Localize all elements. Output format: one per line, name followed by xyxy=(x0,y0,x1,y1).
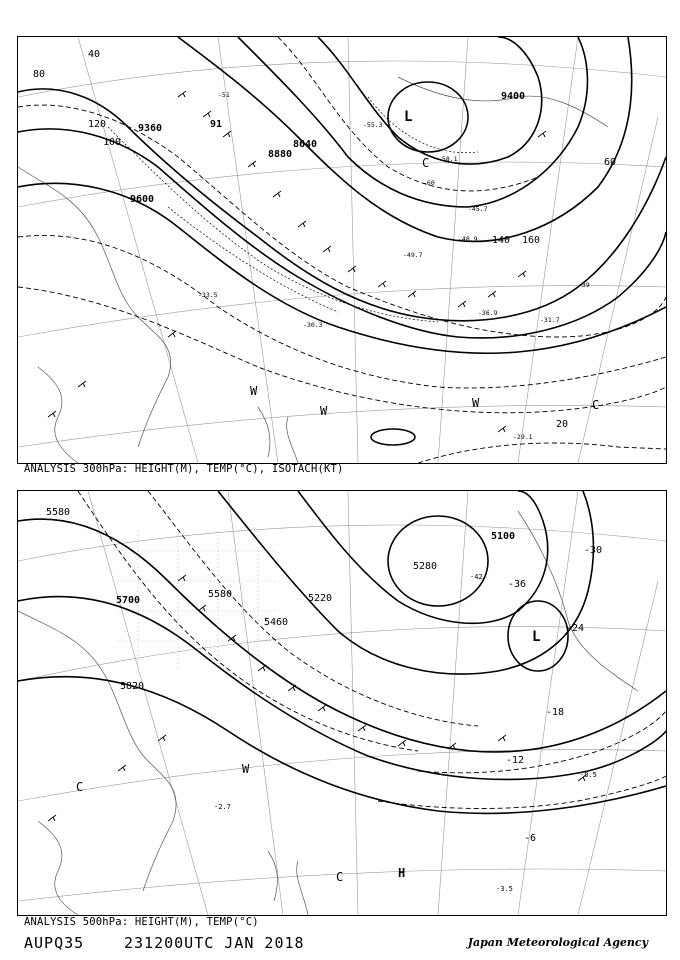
temp-label: -36.9 xyxy=(478,309,498,317)
temp-label: -45.7 xyxy=(468,205,488,213)
temp-label: -60 xyxy=(423,179,435,187)
temp-label: -30 xyxy=(584,545,603,556)
isotach-label: 140 xyxy=(492,235,511,246)
height-label: 5460 xyxy=(264,617,289,628)
height-contours-500 xyxy=(18,491,666,813)
isotach-label: 40 xyxy=(88,49,101,60)
height-label: 8880 xyxy=(268,149,293,160)
height-labels-300 xyxy=(130,91,525,205)
height-label: 91 xyxy=(210,119,223,130)
height-label: 5280 xyxy=(413,561,438,572)
temp-label: -49.7 xyxy=(403,251,423,259)
temp-label: -2.7 xyxy=(214,803,231,811)
height-label: 5100 xyxy=(491,531,516,542)
bulletin-code: AUPQ35 xyxy=(24,934,85,952)
coastlines-300 xyxy=(18,77,608,463)
chart-500hpa xyxy=(17,490,667,916)
temp-label: -55.3 xyxy=(363,121,383,129)
pressure-center: C xyxy=(592,398,600,412)
pressure-center: C xyxy=(422,156,430,170)
isotach-labels-300 xyxy=(33,49,616,430)
temp-label: -24 xyxy=(566,623,585,634)
height-label: 9360 xyxy=(138,123,163,134)
temp-label: -31.7 xyxy=(540,316,560,324)
isotach-label: 100 xyxy=(103,137,122,148)
wind-barbs-500 xyxy=(48,575,586,821)
height-label: 9400 xyxy=(501,91,526,102)
temp-contours-500 xyxy=(78,491,666,809)
temp-label: -30.3 xyxy=(303,321,323,329)
temp-label: -6 xyxy=(524,833,537,844)
temp-label: -42 xyxy=(470,573,483,581)
temp-label: -3.5 xyxy=(496,885,513,893)
temp-label: -18 xyxy=(546,707,565,718)
temp-label: -51 xyxy=(218,91,230,99)
height-label: 9600 xyxy=(130,194,155,205)
pressure-center: C xyxy=(76,780,84,794)
height-label: 5220 xyxy=(308,593,333,604)
temp-contours-300 xyxy=(108,97,478,322)
caption-300hpa: ANALYSIS 300hPa: HEIGHT(M), TEMP(°C), ISOTACH(KT) xyxy=(24,463,344,475)
temp-label: -29.1 xyxy=(513,433,533,441)
pressure-center: W xyxy=(250,384,258,398)
isotach-label: 120 xyxy=(88,119,107,130)
temp-label: -58.1 xyxy=(438,155,458,163)
temp-label: -33.5 xyxy=(198,291,218,299)
pressure-center: C xyxy=(336,870,344,884)
isotach-label: 160 xyxy=(522,235,541,246)
pressure-centers-500 xyxy=(76,629,540,884)
isotach-label: 80 xyxy=(33,69,46,80)
analysis-time: 231200UTC JAN 2018 xyxy=(124,934,305,952)
pressure-center: W xyxy=(320,404,328,418)
height-label: 5580 xyxy=(46,507,71,518)
height-label: 5820 xyxy=(120,681,145,692)
temp-label: -12 xyxy=(506,755,525,766)
temp-label: -39 xyxy=(578,281,590,289)
pressure-center: L xyxy=(532,629,541,645)
graticule-500 xyxy=(18,491,666,915)
map-300hpa-svg xyxy=(18,37,666,463)
height-label: 5700 xyxy=(116,595,141,606)
map-500hpa-svg xyxy=(18,491,666,915)
pressure-centers-300 xyxy=(250,109,599,418)
caption-500hpa: ANALYSIS 500hPa: HEIGHT(M), TEMP(°C) xyxy=(24,916,259,928)
pressure-center: H xyxy=(398,866,406,880)
height-labels-500 xyxy=(46,507,515,692)
height-contours-300 xyxy=(18,37,666,445)
temp-label: -36 xyxy=(508,579,527,590)
agency-name: Japan Meteorological Agency xyxy=(467,936,648,949)
temp-label: -48.9 xyxy=(458,235,478,243)
pressure-center: W xyxy=(242,762,250,776)
temp-label: -8.5 xyxy=(580,771,597,779)
height-label: 8640 xyxy=(293,139,318,150)
isotach-label: 20 xyxy=(556,419,569,430)
height-label: 5580 xyxy=(208,589,233,600)
chart-300hpa xyxy=(17,36,667,464)
isotach-label: 60 xyxy=(604,157,617,168)
pressure-center: W xyxy=(472,396,480,410)
graticule-300 xyxy=(18,37,666,463)
pressure-center: L xyxy=(404,109,413,125)
